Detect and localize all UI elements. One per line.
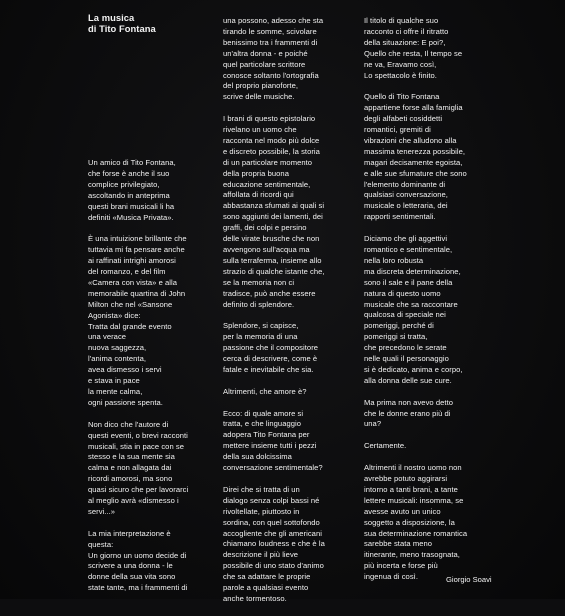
page-title: La musica di Tito Fontana [88, 12, 156, 34]
paragraph: Ecco: di quale amore si tratta, e che linguaggio adopera Tito Fontana per mettere insieme tutti i pezzi della sua dolcissima conversazione sentimentale? [223, 408, 323, 473]
paragraph: Non dico che l'autore di questi eventi, o brevi racconti musicali, stia in pace con se stesso e la sua mente sia calma e non allagata dai ricordi amorosi, ma sono quasi sicuro che per lavorarci al meglio avrà «dismesso i servi...» [88, 419, 189, 516]
paragraph: Quello di Tito Fontana appartiene forse alla famiglia degli alfabeti cosiddetti romantici, gremiti di vibrazioni che alludono alla massima tenerezza possibile, magari decisamente egoista, e alle sue sfumature che sono l'elemento dominante di qualsiasi conversazione, musicale o letteraria, dei rapporti sentimentali. [364, 92, 467, 222]
paragraph: Il titolo di qualche suo racconto ci offre il ritratto della situazione: E poi?, Quello che resta, Il tempo se ne va, Eravamo così, Lo spettacolo è finito. [364, 16, 463, 80]
paragraph: È una intuizione brillante che tuttavia mi fa pensare anche ai raffinati intrighi amorosi del romanzo, e del film «Camera con vista» e alla memorabile quartina di John Milton che nel «Sansone Agonista» dice: Tratta dal grande evento una verace nuova saggezza, l'anima contenta, avea dismesso i servi e stava in pace la mente calma, ogni passione spenta. [88, 234, 187, 407]
text-column-1 [88, 12, 216, 605]
paragraph: Diciamo che gli aggettivi romantico e sentimentale, nella loro robusta ma discreta determinazione, sono il sale e il pane della natura di questo uomo musicale che sa raccontare qualcosa di speciale nei pomeriggi, perché di pomeriggi si tratta, che precedono le serate nelle quali il personaggio si è dedicato, anima e corpo, alla donna delle sue cure. [364, 234, 463, 385]
paragraph: Direi che si tratta di un dialogo senza colpi bassi né rivoltellate, piuttosto in sordina, con quel sottofondo accogliente che gli americani chiamano loudness e che è la descrizione il più lieve possibile di uno stato d'animo che sa adattare le proprie parole a qualsiasi evento anche tormentoso. [223, 484, 325, 603]
paragraph: La mia interpretazione è questa: Un giorno un uomo decide di scrivere a una donna - le donne della sua vita sono state tante, ma i frammenti di [88, 528, 188, 593]
text-column-2 [223, 16, 347, 616]
paragraph: Un amico di Tito Fontana, che forse è anche il suo complice privilegiato, ascoltando in anteprima questi brani musicali li ha definiti «Musica Privata». [88, 158, 176, 222]
paragraph: I brani di questo epistolario rivelano un uomo che racconta nel modo più dolce e discreto possibile, la storia di un particolare momento della propria buona educazione sentimentale, affollata di ricordi qui abbastanza sfumati ai quali si sono aggiunti dei lamenti, dei graffi, dei colpi e persino delle virate brusche che non avvengono sull'acqua ma sulla terraferma, insieme allo strazio di qualche istante che, se la memoria non ci tradisce, può anche essere definito di splendore. [223, 114, 325, 309]
paragraph: Certamente. [364, 441, 407, 451]
paragraph: una possono, adesso che sta tirando le somme, scivolare benissimo tra i frammenti di un'altra donna - e poiché quel particolare scrittore conosce soltanto l'ortografia del proprio pianoforte, scrive delle musiche. [223, 16, 324, 102]
paragraph: Altrimenti il nostro uomo non avrebbe potuto aggirarsi intorno a tanti brani, a tante lettere musicali: insomma, se avesse avuto un unico soggetto a disposizione, la sua determinazione romantica sarebbe stata meno itinerante, meno trasognata, più incerta e forse più ingenua di così. [364, 463, 468, 582]
author-signature: Giorgio Soavi [446, 575, 492, 584]
paragraph: Ma prima non avevo detto che le donne erano più di una? [364, 397, 453, 429]
paragraph: Splendore, si capisce, per la memoria di una passione che il compositore cerca di descrivere, come è fatale e inevitabile che sia. [223, 321, 319, 374]
text-column-3 [364, 16, 504, 594]
paragraph: Altrimenti, che amore è? [223, 386, 307, 396]
